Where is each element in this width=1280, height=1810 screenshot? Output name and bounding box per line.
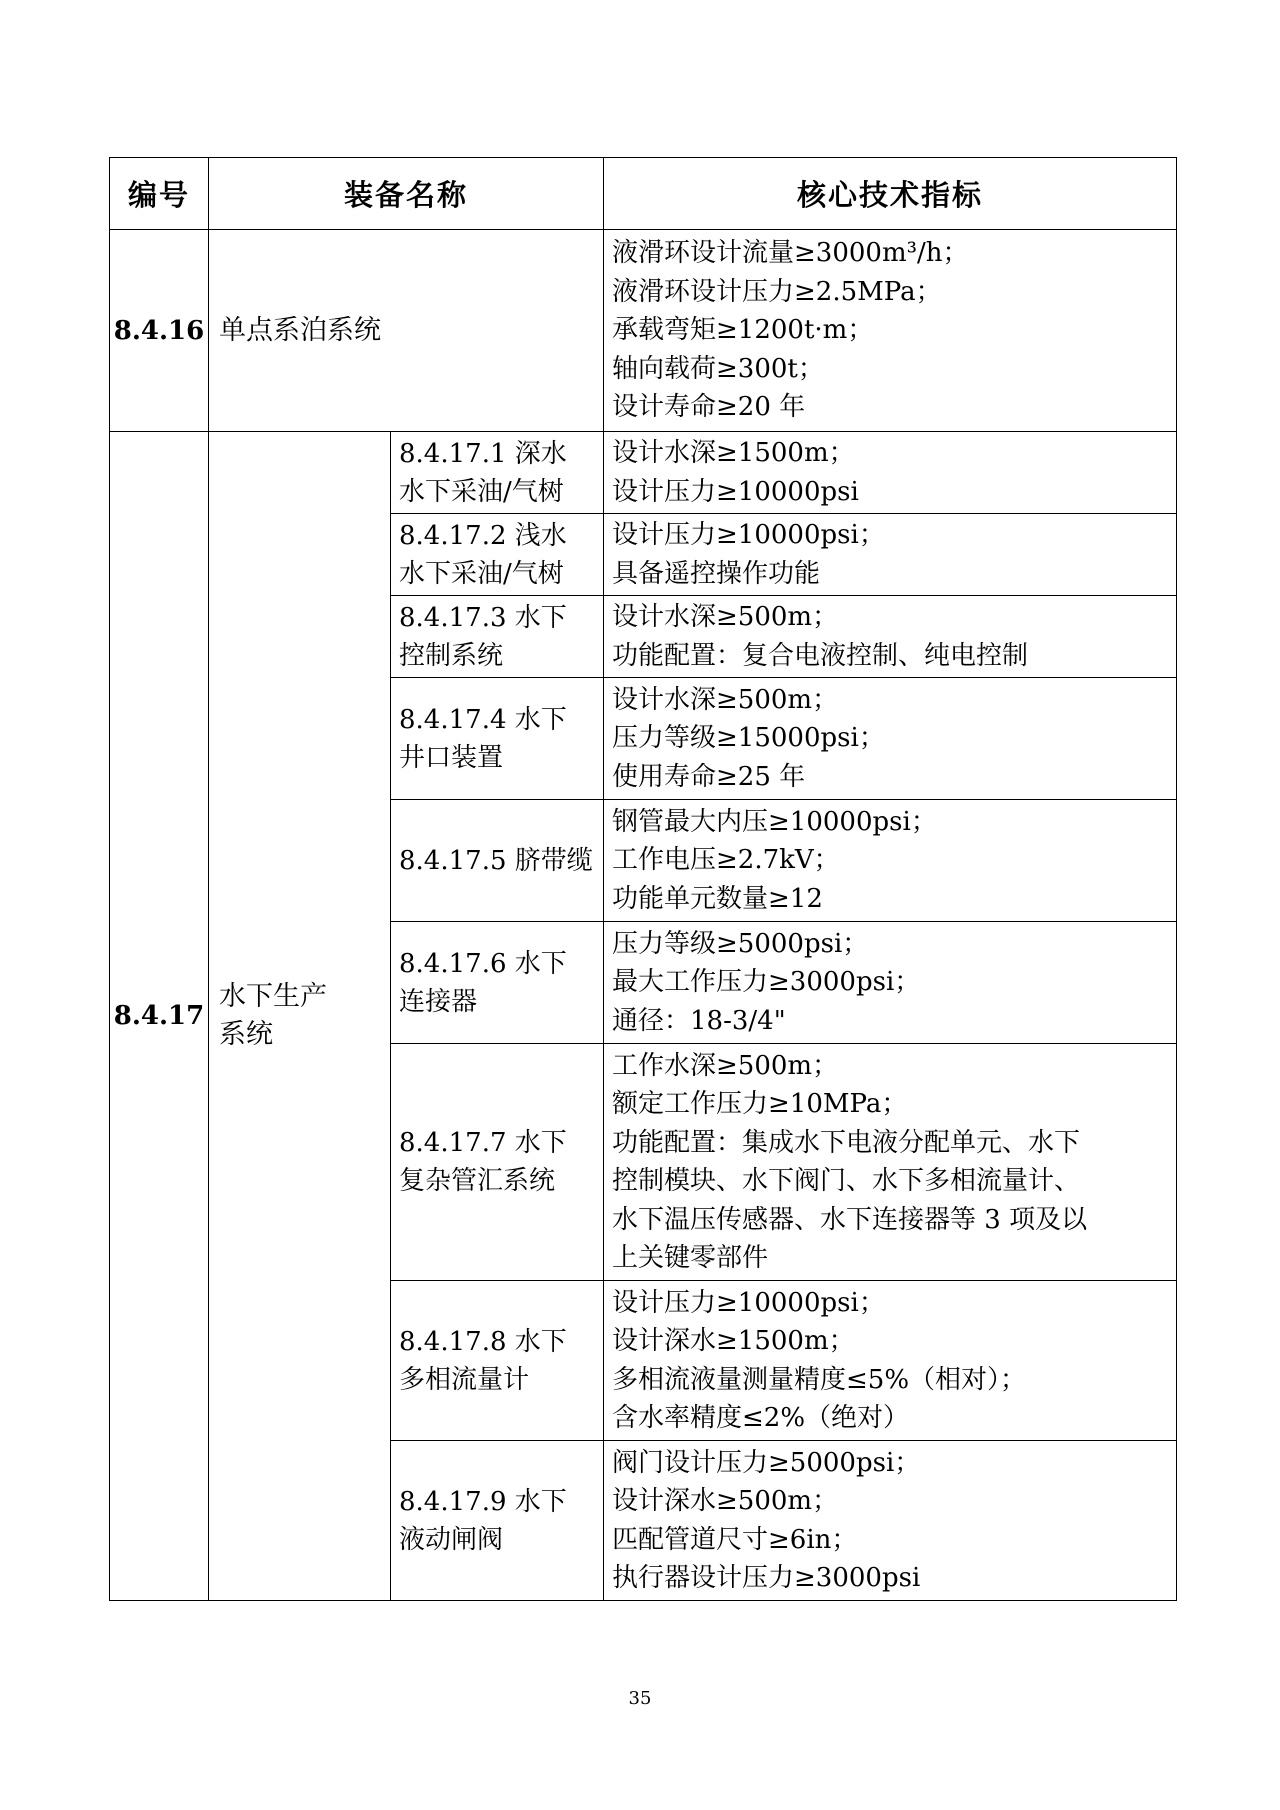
group-name [209, 432, 391, 1601]
row-spec [604, 230, 1177, 432]
spec-line: 工作水深≥500m； [612, 1050, 839, 1081]
item-spec [604, 922, 1177, 1044]
equipment-spec-table [109, 157, 1177, 1601]
group-name-line: 系统 [219, 1019, 273, 1050]
spec-line: 具备遥控操作功能 [612, 558, 821, 589]
item-name [391, 596, 604, 678]
spec-line: 上关键零部件 [612, 1243, 769, 1273]
item-name-line: 8.4.17.3 水下 [399, 602, 567, 633]
spec-line: 压力等级≥5000psi； [612, 928, 869, 959]
spec-line: 最大工作压力≥3000psi； [612, 967, 921, 998]
spec-line: 含水率精度≤2%（绝对） [612, 1403, 910, 1433]
header-spec: 核心技术指标 [604, 158, 1177, 230]
row-name: 单点系泊系统 [209, 230, 604, 432]
item-spec [604, 1044, 1177, 1281]
item-name [391, 678, 604, 800]
item-spec [604, 1441, 1177, 1601]
group-code: 8.4.17 [110, 432, 209, 1601]
item-name-line: 多相流量计 [399, 1364, 530, 1395]
group-name-line: 水下生产 [219, 981, 327, 1012]
item-spec [604, 678, 1177, 800]
spec-line: 设计水深≥500m； [612, 684, 839, 715]
page-number: 35 [628, 1688, 652, 1709]
spec-line: 控制模块、水下阀门、水下多相流量计、 [612, 1166, 1081, 1196]
spec-line: 承载弯矩≥1200t·m； [612, 315, 874, 346]
spec-line: 设计压力≥10000psi； [612, 520, 885, 550]
spec-line: 设计压力≥10000psi； [612, 1287, 885, 1318]
item-spec [604, 800, 1177, 922]
spec-line: 液滑环设计流量≥3000m³/h； [612, 238, 969, 269]
item-name-line: 连接器 [399, 986, 478, 1017]
spec-line: 设计水深≥500m； [612, 602, 839, 632]
spec-line: 压力等级≥15000psi； [612, 723, 885, 754]
item-name-line: 水下采油/气树 [399, 476, 564, 507]
item-name-line: 8.4.17.9 水下 [399, 1486, 567, 1517]
item-name-line: 控制系统 [399, 640, 504, 671]
spec-line: 水下温压传感器、水下连接器等 3 项及以 [612, 1204, 1088, 1235]
item-name-line: 8.4.17.1 深水 [399, 438, 567, 469]
item-name [391, 800, 604, 922]
item-name-line: 8.4.17.4 水下 [399, 704, 567, 735]
item-name-line: 复杂管汇系统 [399, 1166, 556, 1196]
header-name: 装备名称 [209, 158, 604, 230]
item-spec [604, 596, 1177, 678]
item-name-line: 液动闸阀 [399, 1524, 504, 1555]
spec-line: 设计水深≥1500m； [612, 438, 855, 468]
spec-line: 多相流液量测量精度≤5%（相对）； [612, 1364, 1027, 1395]
header-code: 编号 [110, 158, 209, 230]
table-row [110, 432, 1177, 514]
spec-line: 阀门设计压力≥5000psi； [612, 1447, 921, 1478]
item-name [391, 1044, 604, 1281]
item-name [391, 1281, 604, 1441]
spec-line: 匹配管道尺寸≥6in； [612, 1524, 858, 1555]
item-name-line: 井口装置 [399, 742, 504, 773]
item-name-line: 8.4.17.7 水下 [399, 1128, 567, 1158]
spec-line: 执行器设计压力≥3000psi [612, 1563, 921, 1593]
spec-line: 设计深水≥500m； [612, 1486, 839, 1516]
item-spec [604, 514, 1177, 596]
item-name-line: 8.4.17.6 水下 [399, 948, 567, 979]
spec-line: 额定工作压力≥10MPa； [612, 1089, 908, 1119]
spec-line: 使用寿命≥25 年 [612, 761, 806, 792]
item-name-line: 8.4.17.5 脐带缆 [399, 845, 593, 876]
table-row [110, 230, 1177, 432]
item-name-line: 水下采油/气树 [399, 558, 564, 589]
item-name-line: 8.4.17.8 水下 [399, 1326, 567, 1357]
spec-line: 钢管最大内压≥10000psi； [612, 806, 937, 837]
item-spec [604, 432, 1177, 514]
item-name [391, 432, 604, 514]
spec-line: 设计压力≥10000psi [612, 476, 859, 507]
spec-line: 工作电压≥2.7kV； [612, 845, 840, 876]
item-name [391, 514, 604, 596]
spec-line: 液滑环设计压力≥2.5MPa； [612, 276, 942, 307]
row-code: 8.4.16 [110, 230, 209, 432]
spec-line: 通径：18-3/4" [612, 1005, 786, 1036]
spec-line: 功能配置：复合电液控制、纯电控制 [612, 640, 1029, 671]
table-header-row [110, 158, 1177, 230]
spec-line: 功能单元数量≥12 [612, 883, 823, 914]
item-spec [604, 1281, 1177, 1441]
spec-line: 设计寿命≥20 年 [612, 392, 806, 423]
spec-line: 轴向载荷≥300t； [612, 353, 824, 384]
item-name [391, 1441, 604, 1601]
item-name-line: 8.4.17.2 浅水 [399, 520, 567, 551]
spec-line: 设计深水≥1500m； [612, 1326, 855, 1356]
table-body [110, 230, 1177, 1601]
spec-line: 功能配置：集成水下电液分配单元、水下 [612, 1127, 1081, 1158]
item-name [391, 922, 604, 1044]
